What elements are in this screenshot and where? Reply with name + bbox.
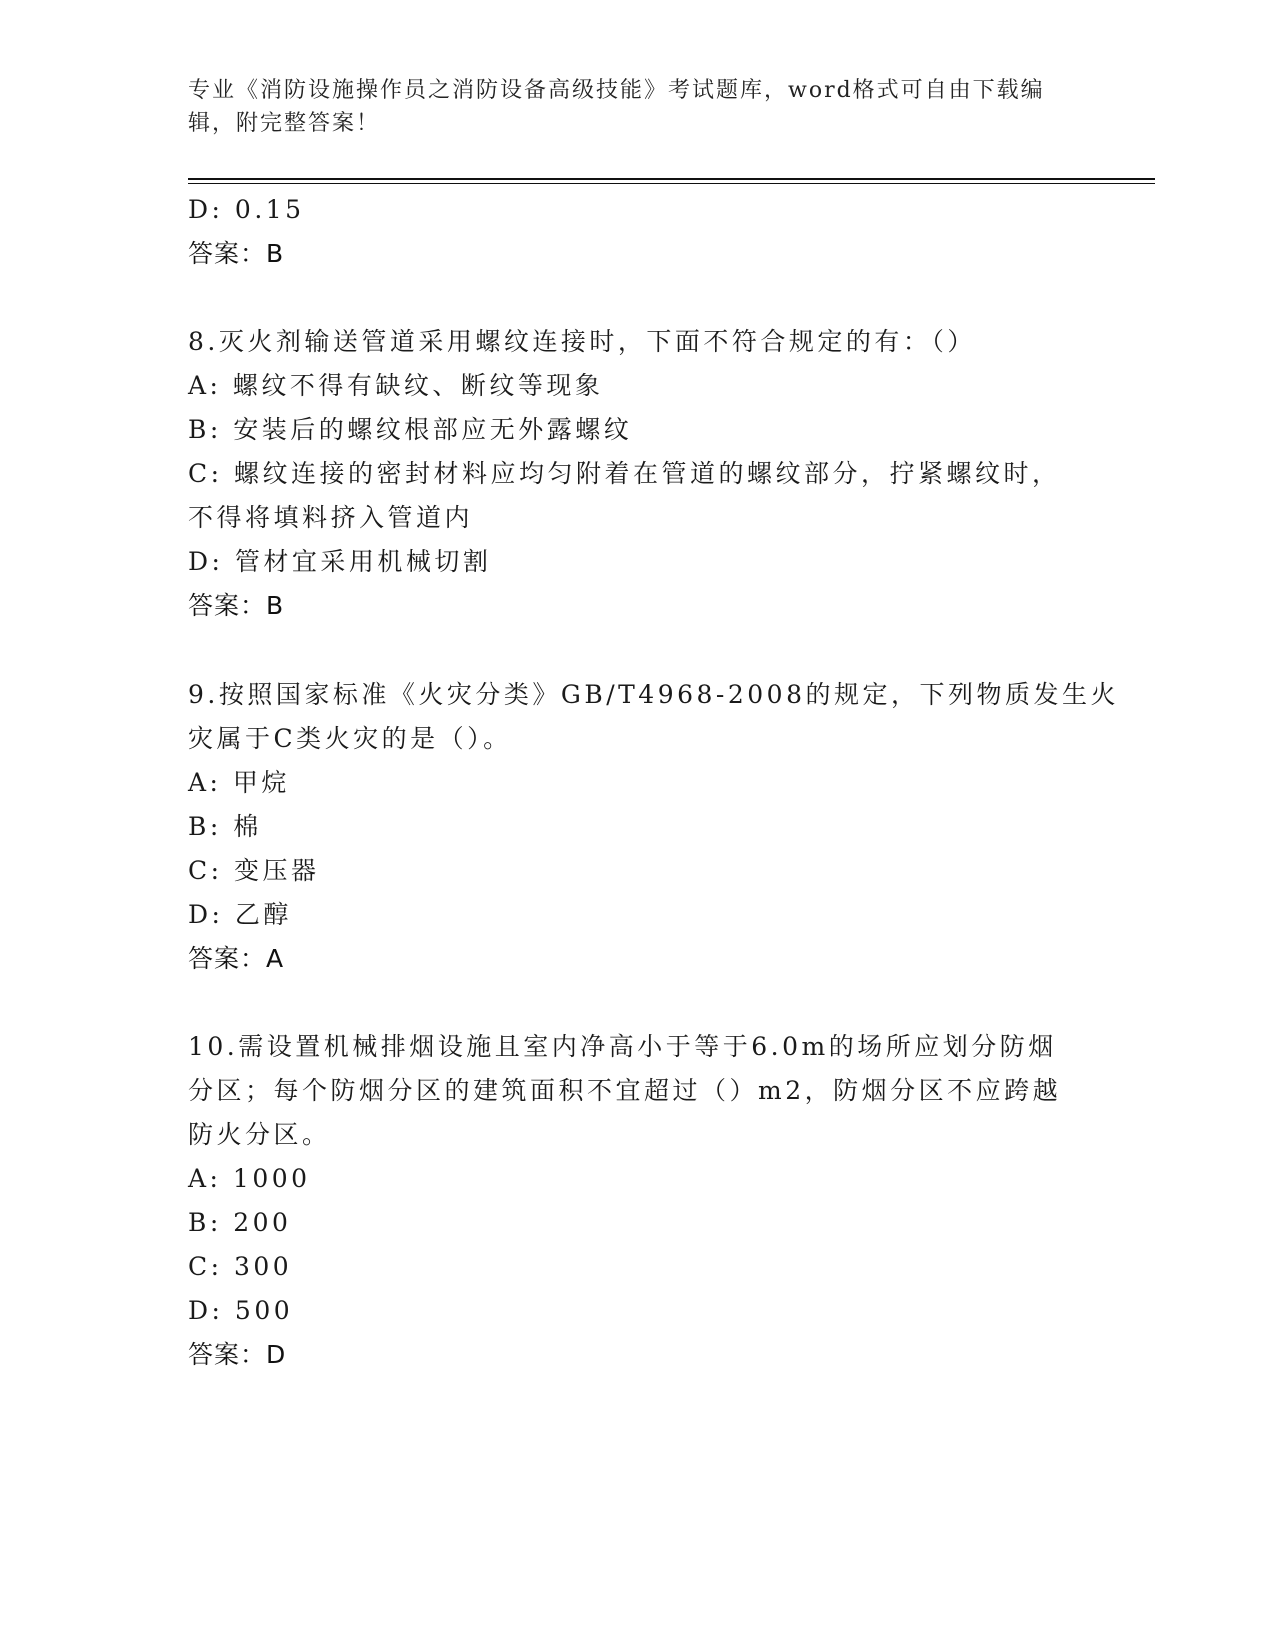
q9-option-c: C: 变压器: [188, 856, 320, 885]
q8-option-a: A: 螺纹不得有缺纹、断纹等现象: [188, 371, 604, 400]
q8-option-b: B: 安装后的螺纹根部应无外露螺纹: [188, 415, 633, 444]
q10-option-a: A: 1000: [188, 1164, 311, 1193]
q10-stem-line3: 防火分区。: [188, 1120, 331, 1149]
q10-answer: 答案：D: [188, 1340, 287, 1369]
q9-answer: 答案：A: [188, 944, 285, 973]
q10-stem-line2: 分区；每个防烟分区的建筑面积不宜超过（）m2，防烟分区不应跨越: [188, 1076, 1062, 1105]
q9-stem-line2: 灾属于C类火灾的是（）。: [188, 724, 512, 753]
header-divider-thick: [188, 178, 1155, 180]
q10-option-c: C: 300: [188, 1252, 293, 1281]
q10-stem-line1: 10.需设置机械排烟设施且室内净高小于等于6.0m的场所应划分防烟: [188, 1032, 1057, 1061]
prev-option-d: D: 0.15: [188, 195, 305, 224]
q9-option-b: B: 棉: [188, 812, 262, 841]
q9-option-a: A: 甲烷: [188, 768, 290, 797]
q9-option-d: D: 乙醇: [188, 900, 292, 929]
q8-answer: 答案：B: [188, 591, 285, 620]
header-divider-thin: [188, 183, 1155, 184]
q9-stem-line1: 9.按照国家标准《火灾分类》GB/T4968-2008的规定，下列物质发生火: [188, 680, 1119, 709]
q10-option-d: D: 500: [188, 1296, 294, 1325]
q8-option-c-line2: 不得将填料挤入管道内: [188, 503, 474, 532]
prev-answer: 答案：B: [188, 239, 285, 268]
header-line-1: 专业《消防设施操作员之消防设备高级技能》考试题库，word格式可自由下载编: [188, 78, 1045, 103]
q8-option-d: D: 管材宜采用机械切割: [188, 547, 492, 576]
document-header: [188, 74, 1078, 140]
q8-stem: 8.灭火剂输送管道采用螺纹连接时，下面不符合规定的有：（）: [188, 327, 976, 356]
q10-option-b: B: 200: [188, 1208, 292, 1237]
header-line-2: 辑，附完整答案！: [188, 111, 381, 136]
q8-option-c-line1: C: 螺纹连接的密封材料应均匀附着在管道的螺纹部分，拧紧螺纹时，: [188, 459, 1061, 488]
